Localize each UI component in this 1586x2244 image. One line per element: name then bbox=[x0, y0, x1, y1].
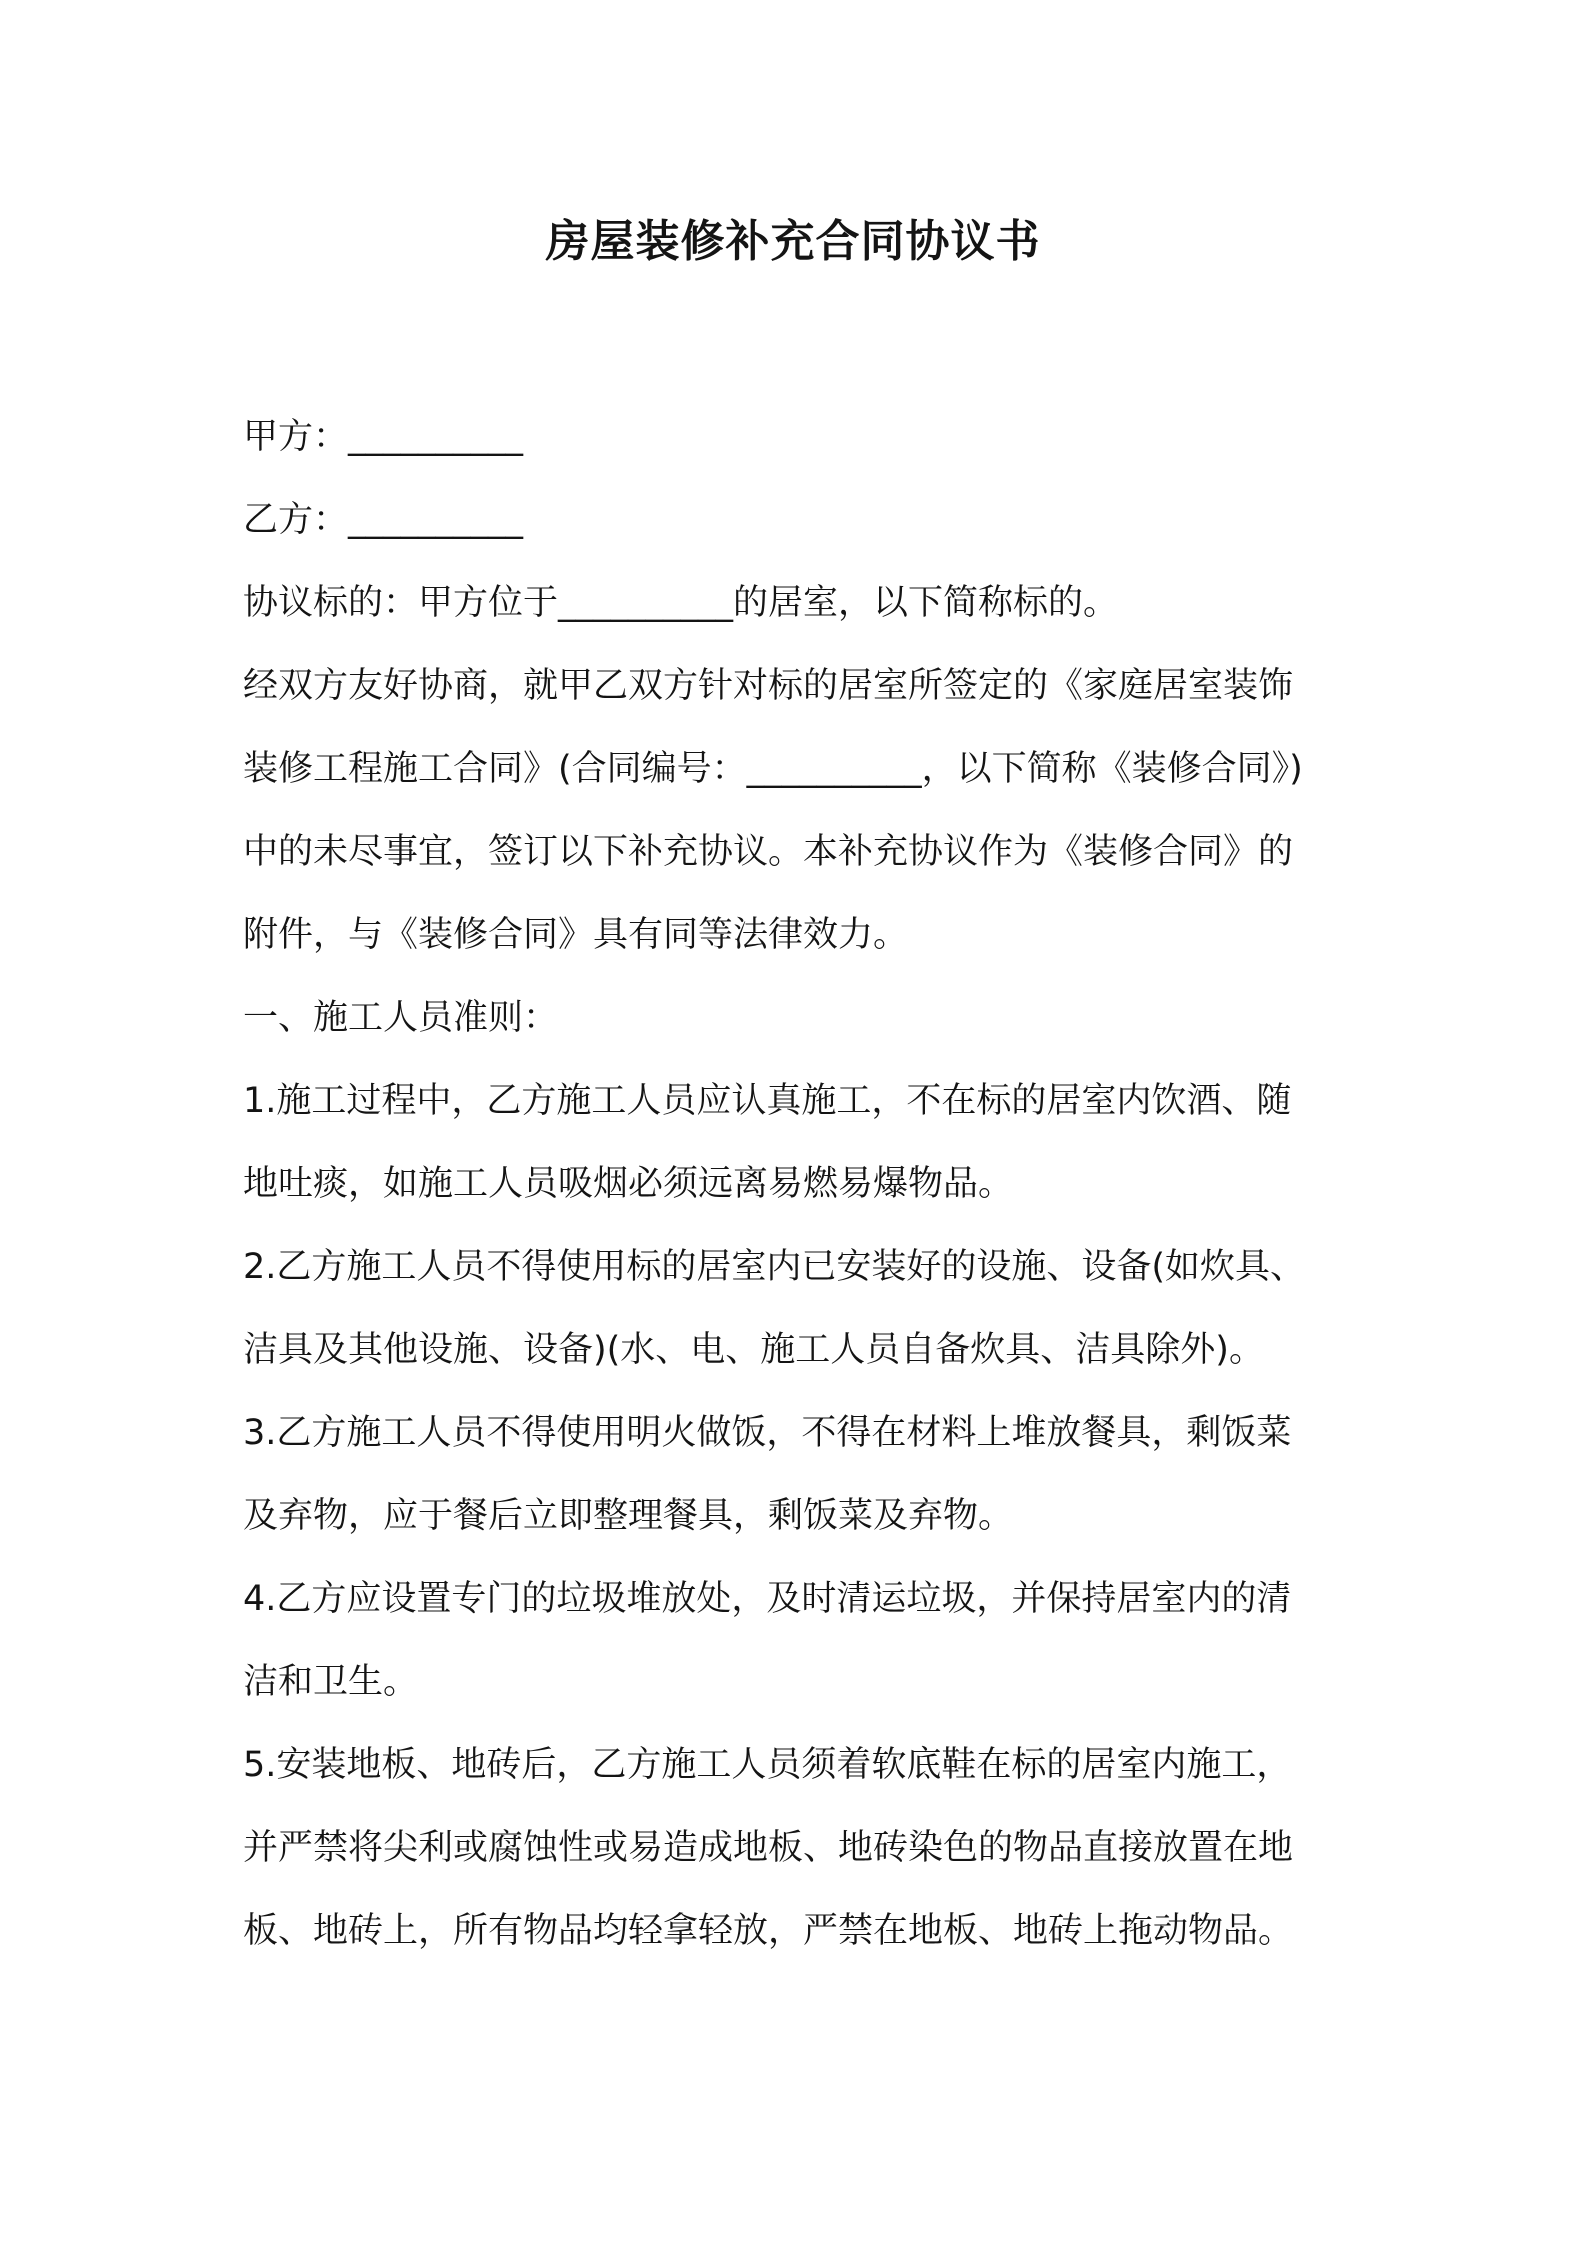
paragraph-line: 经双方友好协商，就甲乙双方针对标的居室所签定的《家庭居室装饰 bbox=[243, 666, 1294, 706]
clause-line: 地吐痰，如施工人员吸烟必须远离易燃易爆物品。 bbox=[243, 1164, 1014, 1204]
clause-line: 洁具及其他设施、设备)(水、电、施工人员自备炊具、洁具除外)。 bbox=[243, 1330, 1264, 1370]
document-title: 房屋装修补充合同协议书 bbox=[545, 216, 1041, 267]
clause-line: 1.施工过程中，乙方施工人员应认真施工，不在标的居室内饮酒、随 bbox=[243, 1081, 1292, 1121]
clause-line: 洁和卫生。 bbox=[243, 1662, 419, 1702]
paragraph-line: 装修工程施工合同》(合同编号：__________，以下简称《装修合同》) bbox=[243, 749, 1303, 789]
paragraph-line: 附件，与《装修合同》具有同等法律效力。 bbox=[243, 915, 909, 955]
party-a-line: 甲方：__________ bbox=[243, 417, 524, 457]
clause-line: 并严禁将尖利或腐蚀性或易造成地板、地砖染色的物品直接放置在地 bbox=[243, 1828, 1294, 1868]
clause-line: 4.乙方应设置专门的垃圾堆放处，及时清运垃圾，并保持居室内的清 bbox=[243, 1579, 1292, 1619]
clause-line: 3.乙方施工人员不得使用明火做饭，不得在材料上堆放餐具，剩饭菜 bbox=[243, 1413, 1292, 1453]
section-heading: 一、施工人员准则： bbox=[243, 998, 559, 1038]
agreement-subject: 协议标的：甲方位于__________的居室，以下简称标的。 bbox=[243, 583, 1119, 623]
clause-line: 5.安装地板、地砖后，乙方施工人员须着软底鞋在标的居室内施工， bbox=[243, 1745, 1292, 1785]
clause-line: 及弃物，应于餐后立即整理餐具，剩饭菜及弃物。 bbox=[243, 1496, 1014, 1536]
party-b-line: 乙方：__________ bbox=[243, 500, 524, 540]
clause-line: 板、地砖上，所有物品均轻拿轻放，严禁在地板、地砖上拖动物品。 bbox=[243, 1911, 1294, 1951]
clause-line: 2.乙方施工人员不得使用标的居室内已安装好的设施、设备(如炊具、 bbox=[243, 1247, 1306, 1287]
paragraph-line: 中的未尽事宜，签订以下补充协议。本补充协议作为《装修合同》的 bbox=[243, 832, 1294, 872]
